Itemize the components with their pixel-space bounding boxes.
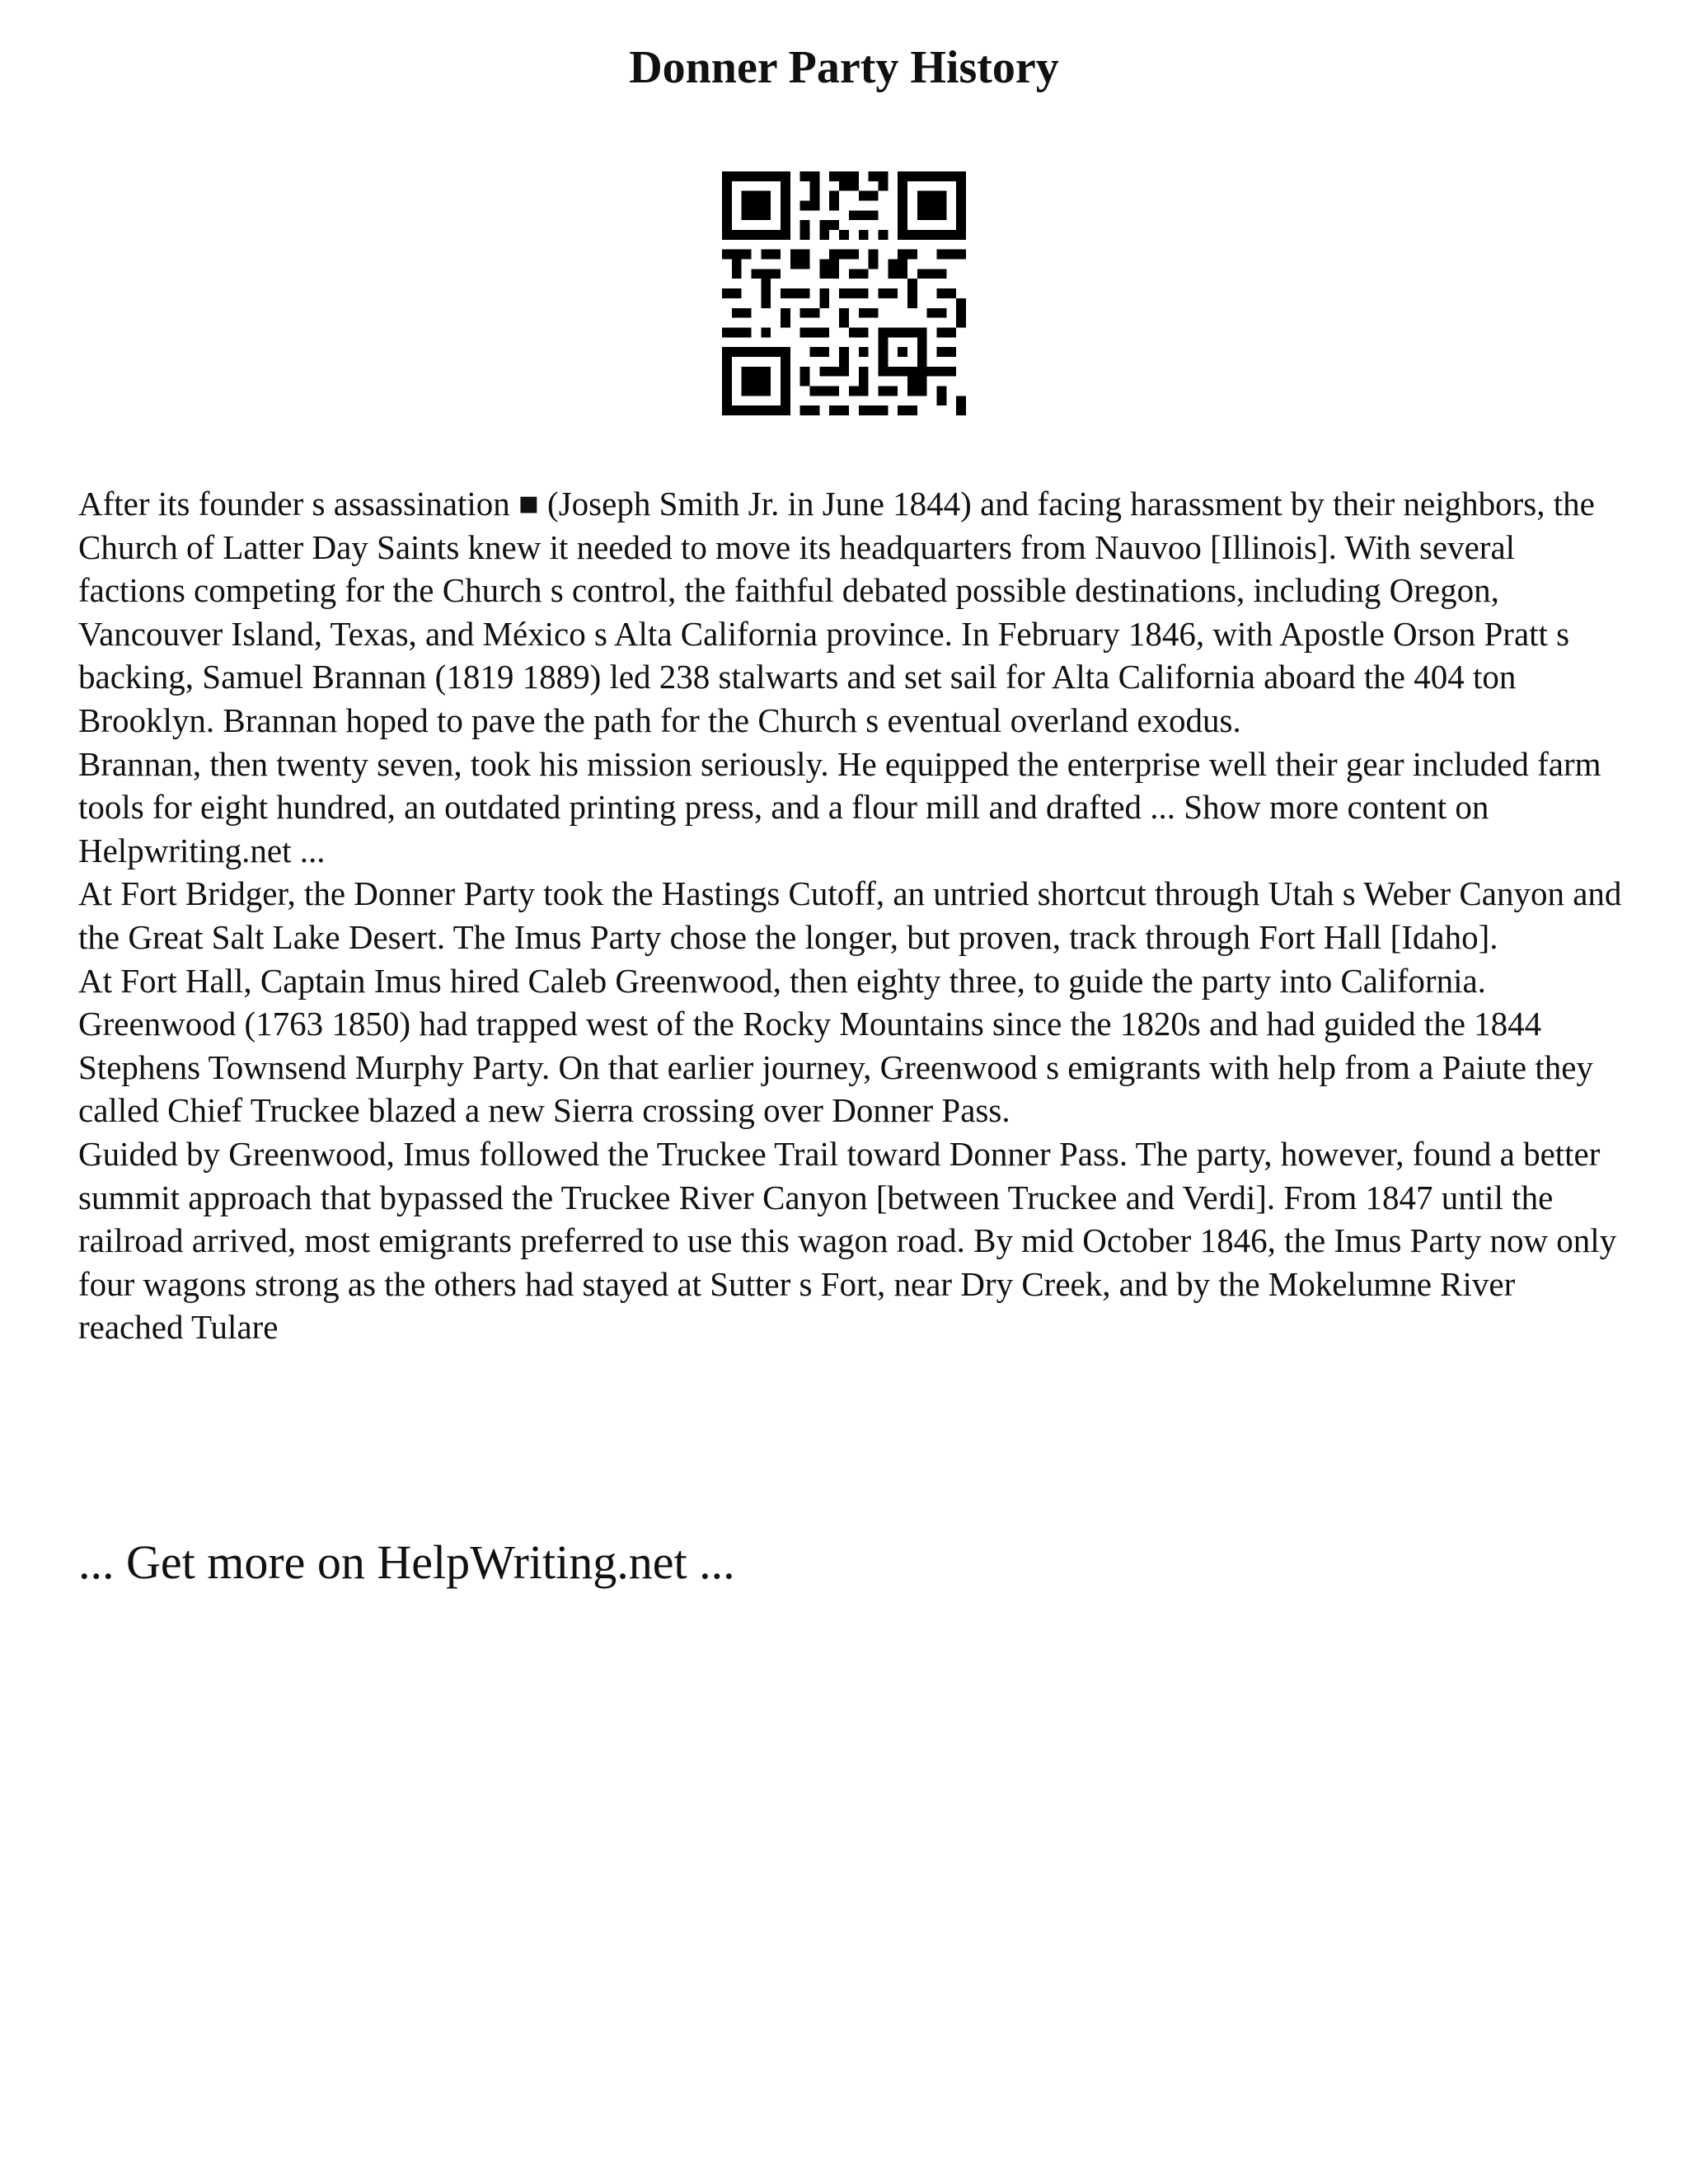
paragraph: Guided by Greenwood, Imus followed the Truckee Trail toward Donner Pass. The party, however, found a better summit approach that bypassed the Truckee River Canyon [between Truckee and Verdi]. From 1847 until the railroad arrived, most emigrants preferred to use this wagon road. By mid October 1846, the Imus Party now only four wagons strong as the others had stayed at Sutter s Fort, near Dry Creek, and by the Mokelumne River reached Tulare bbox=[78, 1134, 1617, 1347]
get-more-link[interactable]: ... Get more on HelpWriting.net ... bbox=[78, 1535, 735, 1589]
paragraph: At Fort Hall, Captain Imus hired Caleb Greenwood, then eighty three, to guide the party into California. Greenwood (1763 1850) had trapped west of the Rocky Mountains since the 1820s and had guided the 1844 Stephens Townsend Murphy Party. On that earlier journey, Greenwood s emigrants with help from a Paiute they called Chief Truckee blazed a new Sierra crossing over Donner Pass. bbox=[78, 961, 1593, 1130]
paragraph: After its founder s assassination ■ (Joseph Smith Jr. in June 1844) and facing harassment by their neighbors, the Church of Latter Day Saints knew it needed to move its headquarters from Nauvoo [Illinois]. With several factions competing for the Church s control, the faithful debated possible destinations, including Oregon, Vancouver Island, Texas, and México s Alta California province. In February 1846, with Apostle Orson Pratt s backing, Samuel Brannan (1819 1889) led 238 stalwarts and set sail for Alta California aboard the 404 ton Brooklyn. Brannan hoped to pave the path for the Church s eventual overland exodus. bbox=[78, 485, 1595, 739]
paragraph: At Fort Bridger, the Donner Party took the Hastings Cutoff, an untried shortcut through Utah s Weber Canyon and the Great Salt Lake Desert. The Imus Party chose the longer, but proven, track through Fort Hall [Idaho]. bbox=[78, 874, 1622, 956]
paragraph: Brannan, then twenty seven, took his mission seriously. He equipped the enterprise well their gear included farm tools for eight hundred, an outdated printing press, and a flour mill and drafted ... Show more content on Helpwriting.net ... bbox=[78, 744, 1601, 869]
page-title: Donner Party History bbox=[629, 42, 1059, 93]
article-body bbox=[78, 482, 1628, 1349]
qr-code-icon bbox=[722, 171, 966, 415]
